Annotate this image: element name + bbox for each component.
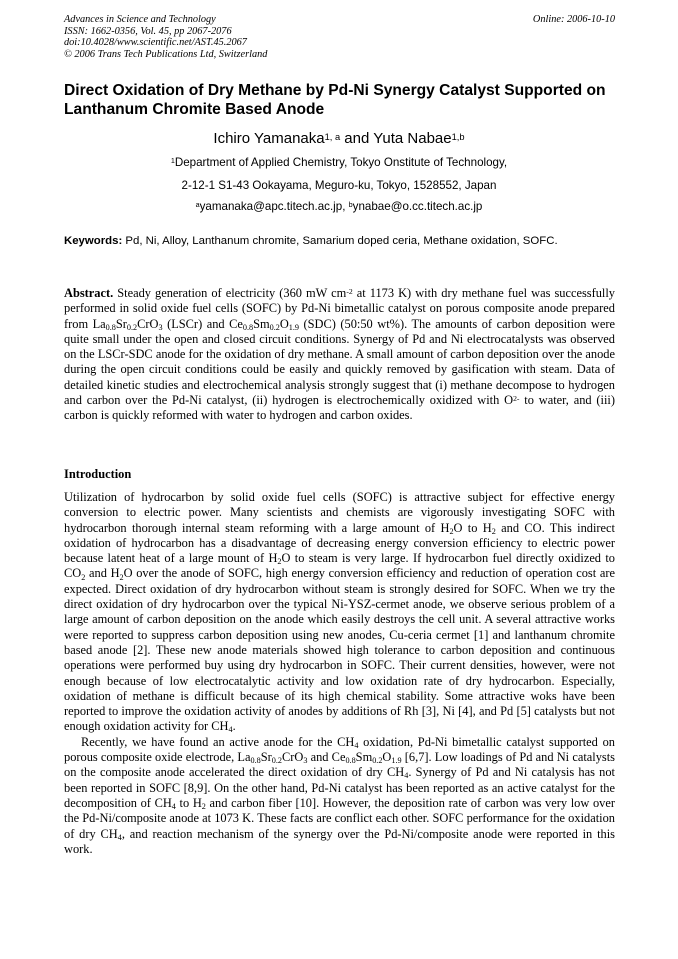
intro-text: O <box>382 750 392 765</box>
intro-sub: 4 <box>171 801 176 811</box>
intro-text: oxidation, Pd-Ni bimetallic catalyst supported on porous composite oxide electrode, La <box>64 734 615 765</box>
intro-text: Recently, we have found an active anode for the CH <box>81 734 355 749</box>
intro-paragraph-1 <box>64 490 615 735</box>
abstract-text: at 1173 K) with dry methane fuel was successfully performed in solid oxide fuel cells (SOFC) by Pd-Ni bimetallic catalyst on porous composite anode prepared from La <box>64 286 615 331</box>
abstract-text: (SDC) (50:50 wt%). The amounts of carbon deposition were quite small under the open and closed circuit conditions. Synergy of Pd and Ni electrocatalysts was observed on the LSCr-SDC anode for the oxidation of dry methane. A small amount of carbon deposition over the anode during the open circuit conditions could be easily and quickly removed by gasification with steam. Data of detailed kinetic studies and electrochemical analysis strongly suggest that (i) methane decompose to hydrogen and carbon over the Pd-Ni catalyst, (ii) hydrogen is electrochemically oxidized with O <box>64 316 615 408</box>
author-1-affiliation: 1, a <box>324 131 341 142</box>
intro-sub: 2 <box>81 572 86 582</box>
intro-sub: 2 <box>277 557 282 567</box>
doi-line: doi:10.4028/www.scientific.net/AST.45.2067 <box>64 37 247 49</box>
abstract-sub: 3 <box>158 322 163 332</box>
affiliation-marker: 1 <box>170 156 175 166</box>
affiliation-emails <box>0 200 678 213</box>
intro-text: O to H <box>453 520 492 535</box>
title-line-2: Lanthanum Chromite Based Anode <box>64 101 325 118</box>
journal-header <box>64 14 267 60</box>
abstract <box>64 286 615 424</box>
abstract-text: Sr <box>115 316 127 331</box>
abstract-sub: 0.8 <box>105 322 116 332</box>
paper-title <box>64 81 624 119</box>
email-b[interactable]: ynabae@o.cc.titech.ac.jp <box>352 200 483 213</box>
intro-text: and Ce <box>307 750 346 765</box>
affiliation-address: 2-12-1 S1-43 Ookayama, Meguro-ku, Tokyo, 1528552, Japan <box>181 179 497 192</box>
abstract-sub: 0.8 <box>242 322 254 332</box>
intro-sub: 2 <box>449 526 454 536</box>
introduction-body <box>64 490 615 857</box>
abstract-label: Abstract. <box>64 286 114 300</box>
abstract-sup: -2 <box>346 287 353 297</box>
intro-text: . <box>232 719 236 734</box>
intro-sub: 4 <box>404 771 409 781</box>
intro-text: to H <box>175 795 202 810</box>
title-line-1: Direct Oxidation of Dry Methane by Pd-Ni Synergy Catalyst Supported on <box>64 82 606 99</box>
intro-text: Sr <box>260 750 272 765</box>
email-a[interactable]: yamanaka@apc.titech.ac.jp, <box>199 200 349 213</box>
abstract-text: (LSCr) and Ce <box>162 316 243 331</box>
intro-sub: 0.8 <box>250 756 261 766</box>
intro-sub: 2 <box>201 801 206 811</box>
intro-text: Utilization of hydrocarbon by solid oxide fuel cells (SOFC) is attractive subject for effective energy conversion to electric power. Many scientists and chemists are vigorously investigating SOFC with hydrocarbon thorough internal steam reforming with a large amount of H <box>64 490 615 535</box>
abstract-text: O <box>279 316 289 331</box>
intro-text: , and reaction mechanism of the synergy over the Pd-Ni/composite anode were reported in this work. <box>64 826 615 856</box>
abstract-text: to water, and (iii) carbon is quickly reformed with water to hydrogen and carbon oxides. <box>64 393 615 423</box>
intro-sub: 2 <box>491 526 496 536</box>
intro-sub: 4 <box>354 740 359 750</box>
journal-name: Advances in Science and Technology <box>64 14 216 25</box>
copyright-line: © 2006 Trans Tech Publications Ltd, Switzerland <box>64 48 268 60</box>
intro-sub: 2 <box>119 572 124 582</box>
author-1: Ichiro Yamanaka <box>213 130 325 147</box>
affiliation-department <box>0 156 678 169</box>
intro-text: O over the anode of SOFC, high energy conversion efficiency and reduction of operation cost are expected. Direct oxidation of dry hydrocarbon without steam is strongly desired for SOFC. When we try the direct oxidation of dry hydrocarbon over the typical Ni-YSZ-cermet anode, we observe serious problem of a large amount of carbon deposition on the anode which easily destroys the cell unit. A several attractive works were reported to suppress carbon deposition using new anodes, Cu-ceria cermet [1] and lanthanum chromite based anode [2]. These new anode materials showed high tolerance to carbon deposition and continuous operations were performed buy using dry hydrocarbon in SOFC. Their current densities, however, were not enough because of low electrocatalytic activity and low oxidation rate of dry hydrocarbon. Especially, oxidation of methane is difficult because of its high chemical stability. Some attractive woks have been reported to improve the oxidation activity of anodes by additions of Rh [3], Ni [4], and Pd [5] catalysts but not enough oxidation activity for CH <box>64 566 615 734</box>
intro-text: CrO <box>281 750 304 765</box>
intro-sub: 4 <box>228 725 233 735</box>
abstract-text: Sm <box>253 316 270 331</box>
intro-sub: 1.9 <box>391 756 402 766</box>
online-date: Online: 2006-10-10 <box>532 14 615 25</box>
authors <box>0 130 678 147</box>
email-a-marker: a <box>195 200 200 210</box>
abstract-text: Steady generation of electricity (360 mW cm <box>113 286 347 300</box>
author-and: and <box>340 130 374 147</box>
department-text: Department of Applied Chemistry, Tokyo Onstitute of Technology, <box>174 156 508 169</box>
author-2: Yuta Nabae <box>373 130 452 147</box>
abstract-sub: 0.2 <box>126 322 138 332</box>
email-b-marker: b <box>348 200 353 210</box>
keywords-text: Pd, Ni, Alloy, Lanthanum chromite, Samarium doped ceria, Methane oxidation, SOFC. <box>122 235 558 247</box>
intro-sub: 0.2 <box>271 756 282 766</box>
intro-paragraph-2 <box>64 735 615 857</box>
intro-sub: 0.8 <box>345 756 356 766</box>
intro-text: . Synergy of Pd and Ni catalysis has not been reported in SOFC [8,9]. On the other hand, Pd-Ni catalyst has been reported as an active catalyst for the decomposition of CH <box>64 765 615 810</box>
intro-text: and carbon fiber [10]. However, the deposition rate of carbon was very low over the Pd-Ni/composite anode at 1073 K. These facts are conflict each other. SOFC performance for the oxidation of dry CH <box>64 795 615 841</box>
intro-text: and H <box>85 566 120 581</box>
keywords <box>64 235 624 247</box>
issn-line: ISSN: 1662-0356, Vol. 45, pp 2067-2076 <box>64 25 232 37</box>
abstract-sub: 0.2 <box>269 322 280 332</box>
introduction-heading: Introduction <box>64 467 132 481</box>
intro-text: [6,7]. Low loadings of Pd and Ni catalysts on the composite anode accelerated the direct oxidation of dry CH <box>64 750 615 780</box>
intro-sub: 4 <box>117 832 122 842</box>
author-2-affiliation: 1,b <box>451 131 465 142</box>
intro-sub: 0.2 <box>372 756 383 766</box>
keywords-label: Keywords: <box>64 235 123 247</box>
abstract-text: CrO <box>137 316 159 331</box>
abstract-sub: 1.9 <box>288 322 300 332</box>
intro-sub: 3 <box>303 756 308 766</box>
intro-text: O to steam is very large. If hydrocarbon fuel directly oxidized to CO <box>64 551 615 581</box>
intro-text: and CO. This indirect oxidation of hydrocarbon has a disadvantage of decreasing energy conversion efficiency to electric power because latent heat of a large mount of H <box>64 520 615 566</box>
intro-text: Sm <box>355 750 373 765</box>
abstract-sup: 2- <box>513 394 520 404</box>
